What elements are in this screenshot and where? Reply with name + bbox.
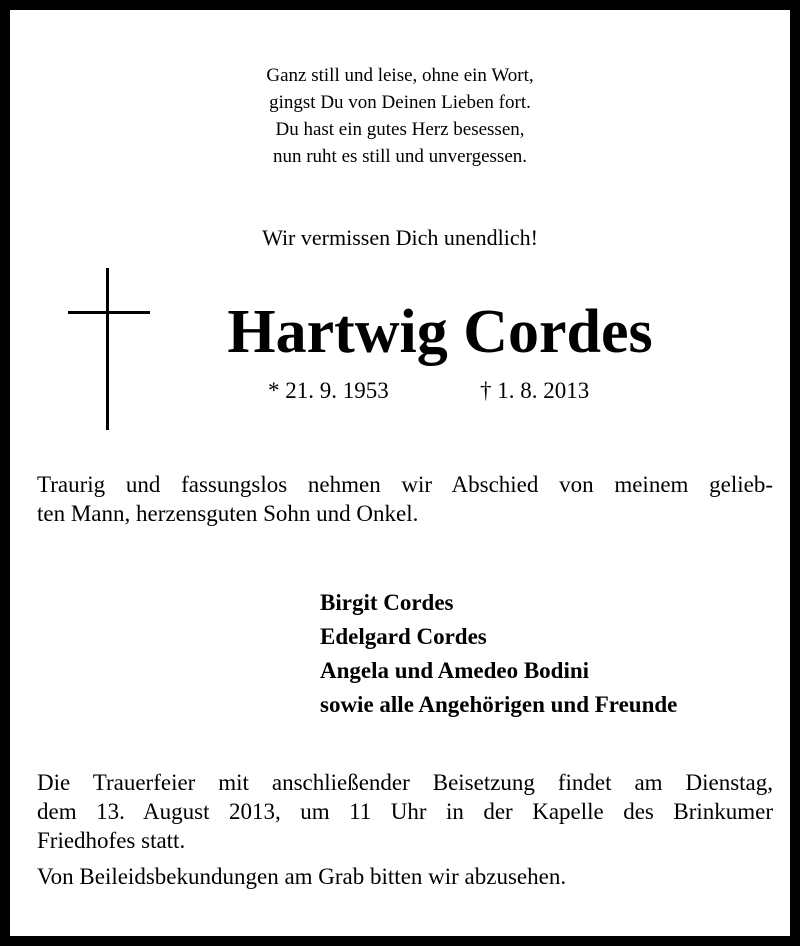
farewell-line: Traurig und fassungslos nehmen wir Abschied von meinem gelieb-: [37, 472, 773, 497]
deceased-name: Hartwig Cordes: [227, 298, 653, 366]
service-line: Die Trauerfeier mit anschließender Beisetzung findet am Dienstag,: [37, 770, 773, 795]
mourner-name: Angela und Amedeo Bodini: [320, 658, 590, 683]
miss-line: Wir vermissen Dich unendlich!: [262, 225, 538, 250]
condolence-note: Von Beileidsbekundungen am Grab bitten wir abzusehen.: [37, 864, 567, 889]
farewell-line: ten Mann, herzensguten Sohn und Onkel.: [37, 501, 419, 526]
funeral-service-info: [37, 768, 773, 855]
mourners-list: [320, 586, 677, 722]
death-date: † 1. 8. 2013: [480, 378, 590, 403]
mourner-name: Edelgard Cordes: [320, 624, 487, 649]
poem-line: nun ruht es still und unvergessen.: [272, 146, 527, 167]
service-line: dem 13. August 2013, um 11 Uhr in der Kapelle des Brinkumer: [37, 799, 773, 824]
birth-date: * 21. 9. 1953: [268, 378, 389, 403]
mourner-name: sowie alle Angehörigen und Freunde: [320, 692, 678, 717]
mourner-name: Birgit Cordes: [320, 590, 454, 615]
memorial-poem: [10, 62, 790, 170]
service-line: Friedhofes statt.: [37, 828, 186, 853]
farewell-text: [37, 470, 773, 528]
poem-line: gingst Du von Deinen Lieben fort.: [269, 92, 531, 113]
cross-icon: [68, 268, 150, 430]
poem-line: Ganz still und leise, ohne ein Wort,: [266, 65, 534, 86]
poem-line: Du hast ein gutes Herz besessen,: [275, 119, 525, 140]
